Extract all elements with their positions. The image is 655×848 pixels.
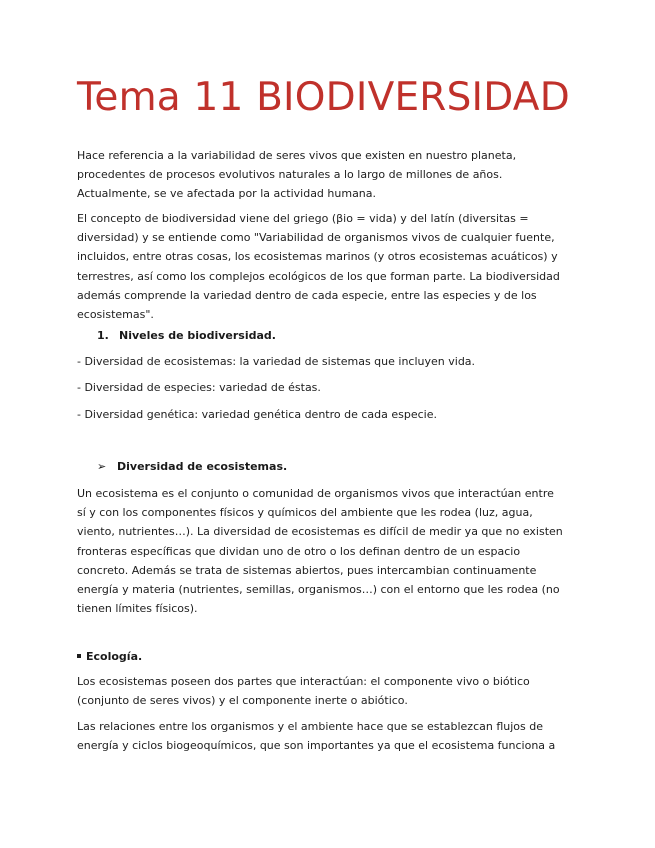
paragraph-line: viento, nutrientes…). La diversidad de ecosistemas es difícil de medir ya que no existen: [77, 525, 563, 539]
concept-line: además comprende la variedad dentro de cada especie, entre las especies y de los: [77, 288, 537, 302]
paragraph-line: concreto. Además se trata de sistemas abiertos, pues intercambian continuamente: [77, 563, 537, 577]
paragraph-line: Las relaciones entre los organismos y el ambiente hace que se establezcan flujos de: [77, 720, 543, 733]
niveles-list: [77, 378, 577, 397]
ecosistema-paragraph: [77, 484, 577, 618]
niveles-list: [77, 405, 577, 424]
paragraph-line: energía y ciclos biogeoquímicos, que son importantes ya que el ecosistema funciona a: [77, 739, 556, 753]
section-heading-diversidad-ecosistemas: [77, 457, 287, 476]
intro-line: Actualmente, se ve afectada por la actividad humana.: [77, 187, 377, 201]
niveles-list: [77, 352, 577, 371]
section-number: 1.: [97, 329, 109, 342]
list-item: - Diversidad de ecosistemas: la variedad de sistemas que incluyen vida.: [77, 355, 476, 368]
list-item: - Diversidad genética: variedad genética dentro de cada especie.: [77, 408, 437, 421]
concept-paragraph: [77, 209, 577, 324]
page-title: Tema 11 BIODIVERSIDAD: [77, 75, 570, 120]
concept-line: terrestres, así como los complejos ecológicos de los que forman parte. La biodiversidad: [77, 269, 560, 283]
intro-line: procedentes de procesos evolutivos naturales a lo largo de millones de años.: [77, 168, 503, 182]
list-item: - Diversidad de especies: variedad de éstas.: [77, 381, 321, 394]
section-heading-text: Niveles de biodiversidad.: [119, 329, 276, 342]
paragraph-line: sí y con los componentes físicos y químicos del ambiente que les rodea (luz, agua,: [77, 506, 533, 520]
intro-paragraph: [77, 146, 577, 204]
concept-line: incluidos, entre otras cosas, los ecosistemas marinos (y otros ecosistemas acuáticos) y: [77, 250, 558, 264]
paragraph-line: Un ecosistema es el conjunto o comunidad de organismos vivos que interactúan entre: [77, 487, 554, 500]
paragraph-line: tienen límites físicos).: [77, 602, 198, 616]
concept-line: ecosistemas".: [77, 308, 154, 322]
paragraph-line: (conjunto de seres vivos) y el componente inerte o abiótico.: [77, 694, 408, 708]
section-heading-ecologia: [77, 647, 142, 666]
paragraph-line: fronteras específicas que dividan uno de otro o los definan dentro de un espacio: [77, 544, 521, 558]
concept-line: El concepto de biodiversidad viene del griego (βio = vida) y del latín (diversitas =: [77, 212, 529, 225]
arrow-bullet-icon: ➢: [97, 460, 107, 473]
section-heading-niveles: [77, 326, 276, 345]
section-heading-text: Diversidad de ecosistemas.: [117, 460, 288, 473]
concept-line: diversidad) y se entiende como "Variabilidad de organismos vivos de cualquier fuente,: [77, 231, 555, 245]
paragraph-line: energía y materia (nutrientes, semillas, organismos…) con el entorno que les rodea (no: [77, 583, 560, 597]
section-heading-text: Ecología.: [86, 650, 143, 663]
ecologia-paragraph-1: [77, 672, 577, 710]
square-bullet-icon: [77, 654, 81, 658]
intro-line: Hace referencia a la variabilidad de seres vivos que existen en nuestro planeta,: [77, 149, 517, 162]
ecologia-paragraph-2: [77, 717, 577, 755]
paragraph-line: Los ecosistemas poseen dos partes que interactúan: el componente vivo o biótico: [77, 675, 530, 688]
